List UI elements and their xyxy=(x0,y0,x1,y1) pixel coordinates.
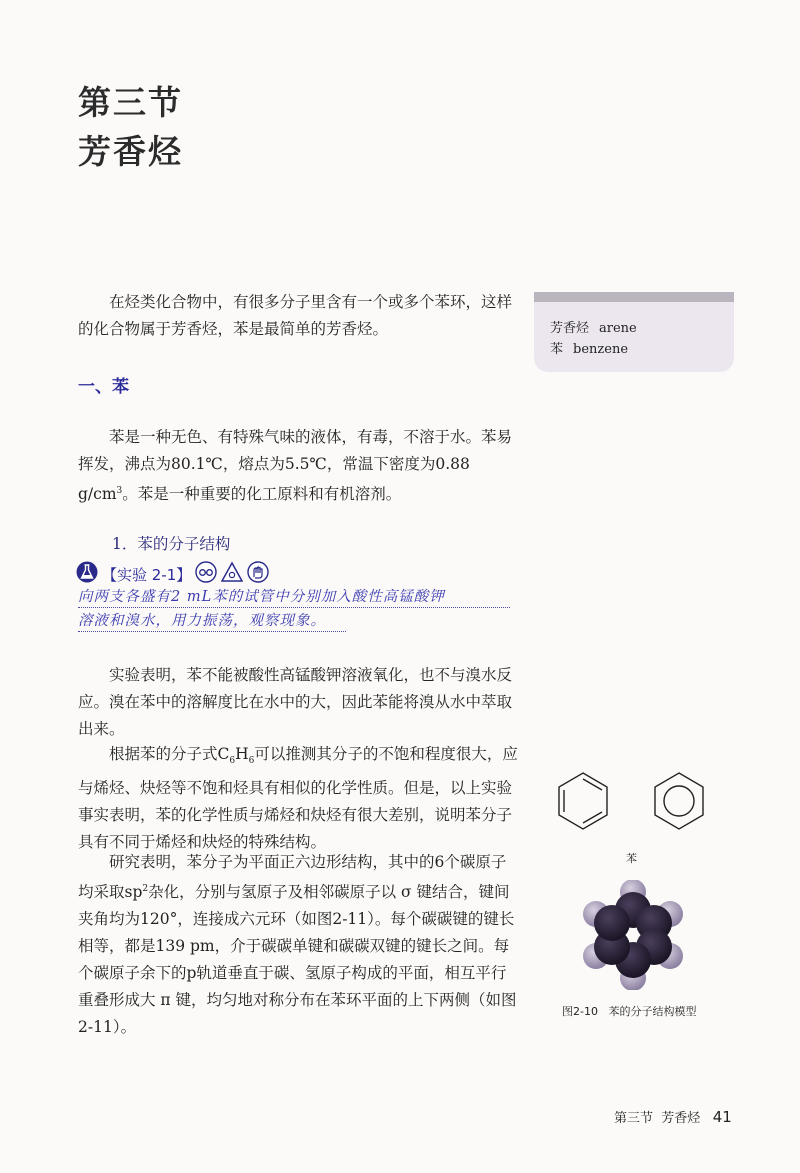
section-label: 第三节 xyxy=(78,83,183,122)
experiment-underline-2 xyxy=(78,631,346,632)
space-filling-model xyxy=(578,880,688,994)
footer-section: 第三节 xyxy=(614,1111,654,1126)
hazard-triangle-icon xyxy=(221,561,243,587)
page-footer xyxy=(614,1107,732,1126)
footer-title: 芳香烃 xyxy=(661,1111,701,1126)
experiment-label: 【实验 2-1】 xyxy=(102,565,192,584)
properties-paragraph: 苯是一种无色、有特殊气味的液体，有毒，不溶于水。苯易挥发，沸点为80.1℃，熔点为5.5℃，常温下密度为0.88 $g/cm^3$。苯是一种重要的化工原料和有机溶剂。 xyxy=(78,428,513,504)
glossary-term: 芳香烃 arene xyxy=(550,321,637,336)
structure-paragraph: 研究表明，苯分子为平面正六边形结构，其中的6个碳原子均采取$sp^2$杂化，分别与氢原子及相邻碳原子以 σ 键结合，键间夹角均为120°，连接成六元环（如图2-11）。每个碳碳键的键长相等，都是139 pm，介于碳碳单键和碳碳双键的键长之间。每个碳原子余下的p轨道垂直于碳、氢原子构成的平面，相互平行重叠形成大 π 键，均匀地对称分布在苯环平面的上下两侧（如图2-11）。 xyxy=(78,853,517,1037)
intro-paragraph: 在烃类化合物中，有很多分子里含有一个或多个苯环，这样的化合物属于芳香烃，苯是最简单的芳香烃。 xyxy=(78,293,513,338)
glossary-box xyxy=(534,292,734,372)
experiment-line-2: 溶液和溴水，用力振荡，观察现象。 xyxy=(78,613,326,629)
page-number: 41 xyxy=(712,1108,732,1126)
experiment-line-1: 向两支各盛有2 mL苯的试管中分别加入酸性高锰酸钾 xyxy=(78,589,445,605)
formula-paragraph: 根据苯的分子式$C_6H_6$可以推测其分子的不饱和程度很大，应与烯烃、炔烃等不饱和烃具有相似的化学性质。但是，以上实验事实表明，苯的化学性质与烯烃和炔烃有很大差别，说明苯分子具有不同于烯烃和炔烃的特殊结构。 xyxy=(78,745,518,852)
hand-wash-icon xyxy=(247,561,269,587)
kekule-structure xyxy=(552,770,614,836)
figure-caption xyxy=(562,1003,696,1019)
section-title xyxy=(78,78,183,176)
goggles-icon xyxy=(195,561,217,587)
flask-icon xyxy=(76,561,98,587)
aromatic-ring-structure xyxy=(648,770,710,836)
figure-title: 苯的分子结构模型 xyxy=(608,1005,697,1018)
subheading-structure: 1．苯的分子结构 xyxy=(112,535,231,553)
experiment-underline-1 xyxy=(78,607,510,608)
glossary-term: 苯 benzene xyxy=(550,342,629,357)
experiment-header xyxy=(76,561,269,587)
section-name: 芳香烃 xyxy=(78,132,183,171)
heading-benzene: 一、苯 xyxy=(78,377,129,397)
result-paragraph: 实验表明，苯不能被酸性高锰酸钾溶液氧化，也不与溴水反应。溴在苯中的溶解度比在水中的大，因此苯能将溴从水中萃取出来。 xyxy=(78,666,513,738)
benzene-label: 苯 xyxy=(626,852,637,865)
figure-number: 图2-10 xyxy=(562,1005,598,1018)
